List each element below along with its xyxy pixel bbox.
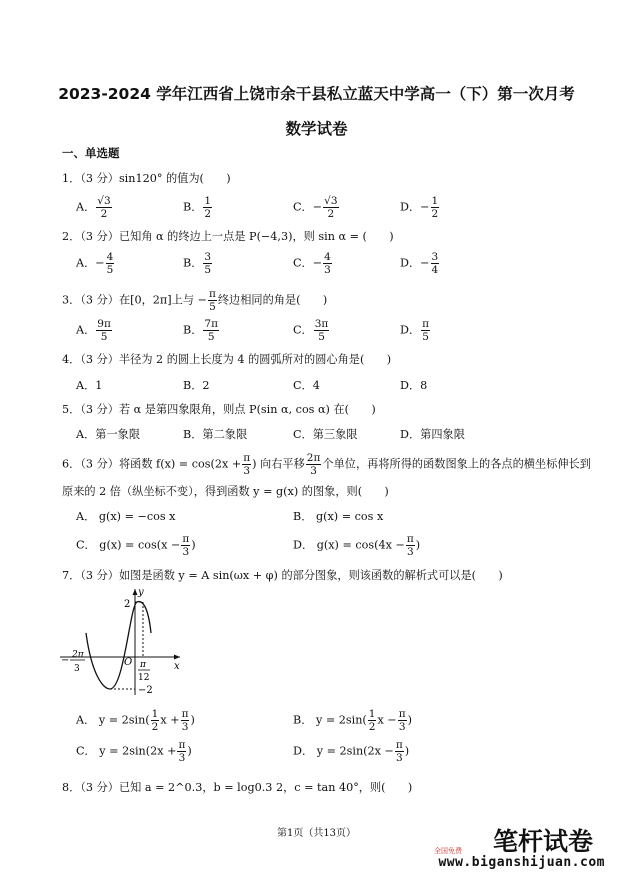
q4-option-b[interactable]: B．2 (183, 379, 210, 392)
q3-option-c[interactable]: C． $\frac{3\pi}{5}$ (293, 318, 329, 343)
q6-option-d[interactable]: D． g(x) = cos(4x − $\frac{\pi}{3}$ ) (293, 533, 421, 558)
question-5-stem: 5．（3 分）若 α 是第四象限角，则点 P(sin α, cos α) 在( ) (62, 403, 376, 416)
q1-option-c[interactable]: C．− $\frac{√3}{2}$ (293, 195, 338, 220)
paper-subtitle: 数学试卷 (285, 120, 348, 138)
origin-label: O (124, 657, 133, 668)
q6-option-a[interactable]: A． g(x) = −cos x (76, 510, 176, 523)
left-tick-minus: − (61, 655, 70, 666)
paper-title: 2023-2024 学年江西省上饶市余干县私立蓝天中学高一（下）第一次月考 (58, 85, 575, 103)
sine-graph-figure (58, 585, 183, 697)
section-heading: 一、单选题 (62, 146, 120, 160)
brand-tag: 全国免费 (434, 847, 462, 855)
question-6-stem: 6．（3 分）将函数 f(x) = cos(2x + $\frac{\pi}{3}$ ) 向右平移 $\frac{2\pi}{3}$ 个单位，再将所得的函数图象上的各点的横坐标伸长到 (62, 452, 591, 477)
question-6-stem-line2: 原来的 2 倍（纵坐标不变），得到函数 y = g(x) 的图象，则( ) (62, 485, 389, 498)
q5-option-a[interactable]: A．第一象限 (76, 428, 141, 441)
max-label: 2 (124, 599, 131, 610)
q7-option-a[interactable]: A． y = 2sin( $\frac{1}{2}$ x + $\frac{\pi}{3}$ ) (76, 708, 195, 733)
page-footer: 第1页（共13页） (276, 828, 357, 839)
question-8-stem: 8．（3 分）已知 a = 2^0.3，b = log0.3 2，c = tan 40°，则( ) (62, 781, 413, 794)
question-1-stem: 1．（3 分）sin120° 的值为( ) (62, 172, 231, 185)
x-axis-label: x (174, 661, 180, 672)
brand-url[interactable]: www.biganshijuan.com (438, 855, 605, 870)
x-axis-arrow (174, 655, 180, 660)
q5-option-b[interactable]: B．第二象限 (183, 428, 248, 441)
q5-option-c[interactable]: C．第三象限 (293, 428, 358, 441)
question-7-stem: 7．（3 分）如图是函数 y = A sin(ωx + φ) 的部分图象，则该函数的解析式可以是( ) (62, 569, 503, 582)
q4-option-d[interactable]: D．8 (400, 379, 428, 392)
q3-option-d[interactable]: D． $\frac{\pi}{5}$ (400, 318, 430, 343)
q2-option-a[interactable]: A．− $\frac{4}{5}$ (76, 251, 114, 276)
q2-option-c[interactable]: C．− $\frac{4}{3}$ (293, 251, 331, 276)
q7-option-d[interactable]: D． y = 2sin(2x − $\frac{\pi}{3}$ ) (293, 739, 410, 764)
brand-logo-text: 笔杆试卷 (492, 827, 593, 856)
q3-option-b[interactable]: B． $\frac{7\pi}{5}$ (183, 318, 219, 343)
min-label: −2 (138, 685, 153, 696)
right-tick-num: π (140, 660, 146, 670)
q4-option-a[interactable]: A．1 (76, 379, 103, 392)
left-tick-den: 3 (74, 664, 80, 674)
q6-option-b[interactable]: B． g(x) = cos x (293, 510, 384, 523)
question-4-stem: 4．（3 分）半径为 2 的圆上长度为 4 的圆弧所对的圆心角是( ) (62, 353, 392, 366)
q1-option-d[interactable]: D．− $\frac{1}{2}$ (400, 195, 439, 220)
q7-option-b[interactable]: B． y = 2sin( $\frac{1}{2}$ x − $\frac{\pi}{3}$ ) (293, 708, 412, 733)
y-axis-arrow (133, 589, 138, 595)
q7-option-c[interactable]: C． y = 2sin(2x + $\frac{\pi}{3}$ ) (76, 739, 192, 764)
q5-option-d[interactable]: D．第四象限 (400, 428, 465, 441)
question-3-stem: 3．（3 分）在[0，2π]上与 − $\frac{\pi}{5}$ 终边相同的角是( ) (62, 288, 328, 313)
right-tick-den: 12 (138, 673, 150, 683)
q4-option-c[interactable]: C．4 (293, 379, 320, 392)
q1-option-b[interactable]: B． $\frac{1}{2}$ (183, 195, 212, 220)
q6-option-c[interactable]: C． g(x) = cos(x − $\frac{\pi}{3}$ ) (76, 533, 196, 558)
left-tick-num: 2π (72, 650, 84, 660)
q3-option-a[interactable]: A． $\frac{9\pi}{5}$ (76, 318, 111, 343)
y-axis-label: y (138, 587, 144, 598)
q2-option-d[interactable]: D．− $\frac{3}{4}$ (400, 251, 439, 276)
question-2-stem: 2．（3 分）已知角 α 的终边上一点是 P(−4,3)，则 sin α = ( ) (62, 230, 394, 243)
q1-option-a[interactable]: A． $\frac{√3}{2}$ (76, 195, 111, 220)
q2-option-b[interactable]: B． $\frac{3}{5}$ (183, 251, 212, 276)
